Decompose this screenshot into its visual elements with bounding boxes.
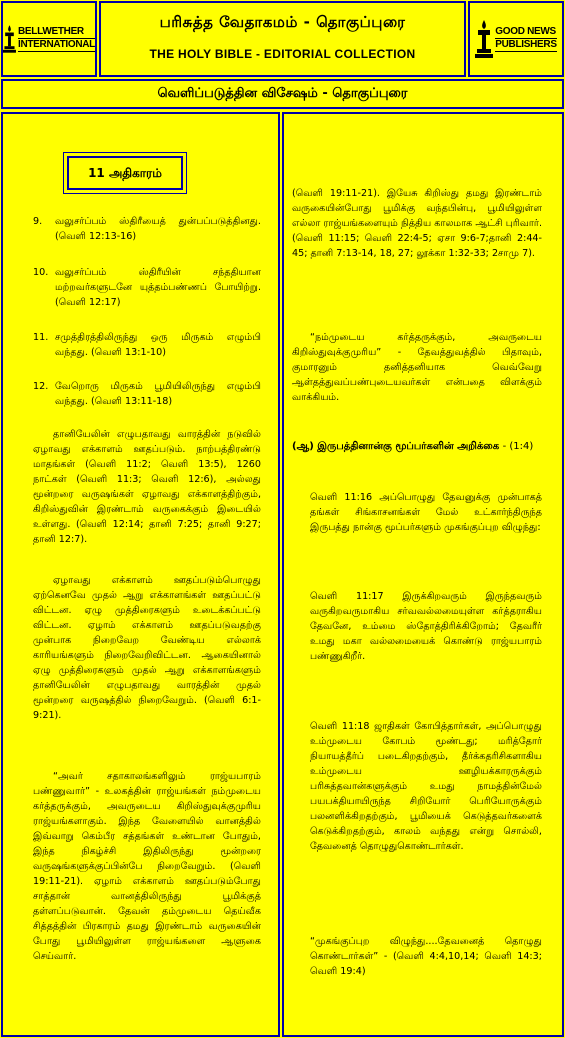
- left-logo-line2: INTERNATIONAL: [17, 39, 95, 50]
- title-english: THE HOLY BIBLE - EDITORIAL COLLECTION: [149, 47, 416, 61]
- paragraph: ஏழாவது எக்காளம் ஊதப்படும்பொழுது ஏற்கெனவே முதல் ஆறு எக்காளங்கள் ஊதப்பட்டு விட்டன. ஏழு முத்திரைகளும் உடைக்கப்பட்டு விட்டன. ஏழாம் எக்காளம் ஊதப்படுவதற்கு முன்பாக நிறைவேற வேண்டிய எல்லாக் காரியங்களும் நிறைவேறிவிட்டன. ஆகையினால் ஏழு முத்திரைகளும் முதல் ஆறு எக்காளங்களும் தானியேலின் எழுபதாவது வாரத்தின் முதல் மூன்றரை வருஷத்தில் நிறைவேறும். (வெளி 6:1-9:21).: [33, 575, 261, 721]
- lamp-icon: [475, 18, 493, 60]
- section-heading-ref: - (1:4): [502, 441, 534, 452]
- right-logo-line1: GOOD NEWS: [495, 26, 556, 37]
- good-news-logo: [468, 1, 564, 77]
- section-heading-text: (ஆ) இருபத்தினான்கு மூப்பர்களின் அறிக்கை: [292, 441, 500, 452]
- right-logo-line2: PUBLISHERS: [495, 39, 557, 50]
- verse-paragraph: “முகங்குப்புற விழுந்து....தேவனைத் தொழுது கொண்டார்கள்” - (வெளி 4:4,10,14; வெளி 14:3; வெளி 19:4): [310, 936, 542, 977]
- list-item: [33, 265, 261, 310]
- paragraph: “நம்முடைய கர்த்தருக்கும், அவருடைய கிறிஸ்துவுக்குமுரிய” - தேவத்துவத்தில் பிதாவும், குமாரனும் தனித்தனியாக வெவ்வேறு ஆள்தத்துவப்பண்புடையவர்கள் என்பதை விளக்கும் வாக்கியம்.: [292, 332, 542, 403]
- list-item: [33, 379, 261, 409]
- list-item-text: சமுத்திரத்திலிருந்து ஒரு மிருகம் எழும்பி வந்தது. (வெளி 13:1-10): [55, 332, 261, 358]
- list-item-number: 12.: [33, 381, 49, 392]
- left-logo-line1: BELLWETHER: [18, 26, 95, 39]
- list-item: [33, 330, 261, 360]
- verse-paragraph: வெளி 11:18 ஜாதிகள் கோபித்தார்கள், அப்பொழுது உம்முடைய கோபம் மூண்டது; மரித்தோர் நியாயத்தீர்ப் படைகிறதற்கும், தீர்க்கதரிசிகளாகிய உம்முடைய ஊழியக்காரருக்கும் பரிசுத்தவான்களுக்கும் உமது நாமத்தின்மேல் பயபக்தியாயிருந்த சிறியோர் பெரியோருக்கும் பலனளிக்கிறதற்கும், பூமியைக் கெடுத்தவர்களைக் கெடுக்கிறதற்கும், காலம் வந்தது என்று சொல்லி, தேவனைத் தொழுதுகொண்டார்கள்.: [310, 721, 542, 852]
- list-item-text: வேறொரு மிருகம் பூமியிலிருந்து எழும்பி வந்தது. (வெளி 13:11-18): [55, 381, 261, 407]
- paragraph: தானியேலின் எழுபதாவது வாரத்தின் நடுவில் ஏழாவது எக்காளம் ஊதப்படும். நாற்பத்திரண்டு மாதங்கள் (வெளி 11:2; வெளி 13:5), 1260 நாட்கள் (வெளி 11:3; வெளி 12:6), அல்லது மூன்றரை வருஷங்கள் ஏழாவது எக்காளத்திற்கும், கிறிஸ்துவின் இரண்டாம் வருகைக்கும் இடையில் உள்ளது. (வெளி 12:14; தானி 7:25; தானி 9:27; தானி 12:7).: [33, 429, 261, 545]
- list-item-number: 9.: [33, 216, 43, 227]
- left-column: [1, 112, 280, 1037]
- list-item-text: வலுசர்ப்பம் ஸ்திரீயின் சந்ததியான மற்றவர்களுடனே யுத்தம்பண்ணப் போயிற்று. (வெளி 12:17): [55, 267, 261, 308]
- paragraph: (வெளி 19:11-21). இயேசு கிறிஸ்து தமது இரண்டாம் வருகையின்போது பூமிக்கு வந்தபின்பு, பூமியிலுள்ள எல்லா ராஜ்யங்களையும் நித்திய காலமாக ஆட்சி புரிவார். (வெளி 11:15; வெளி 22:4-5; ஏசா 9:6-7;தானி 2:44-45; தானி 7:13-14, 18, 27; லூக்கா 1:32-33; 2சாமு 7).: [292, 188, 542, 259]
- list-item-number: 11.: [33, 332, 49, 343]
- verse-paragraph: வெளி 11:16 அப்பொழுது தேவனுக்கு முன்பாகத் தங்கள் சிங்காசனங்கள் மேல் உட்கார்ந்திருந்த இருபத்து நான்கு மூப்பர்களும் முகங்குப்புற விழுந்து:: [310, 492, 542, 533]
- title-tamil: பரிசுத்த வேதாகமம் - தொகுப்புரை: [159, 13, 406, 31]
- title-banner: [99, 1, 466, 77]
- chapter-label: 11 அதிகாரம்: [67, 156, 183, 190]
- verse-paragraph: வெளி 11:17 இருக்கிறவரும் இருந்தவரும் வருகிறவருமாகிய சர்வவல்லமையுள்ள கர்த்தராகிய தேவனே, உம்மை ஸ்தோத்திரிக்கிறோம்; தேவரீர் உமது மகா வல்லமையைக் கொண்டு ராஜ்யபாரம் பண்ணுகிறீர்.: [310, 591, 542, 662]
- bellwether-logo: [1, 1, 97, 77]
- right-column: [282, 112, 564, 1037]
- lamp-icon: [3, 18, 16, 60]
- subtitle-banner: [1, 79, 564, 109]
- paragraph: “அவர் சதாகாலங்களிலும் ராஜ்யபாரம் பண்ணுவார்” - உலகத்தின் ராஜ்யங்கள் நம்முடைய கர்த்தருக்கும், அவருடைய கிறிஸ்துவுக்குமுரிய ராஜ்யங்களாகும். இந்த வேளையில் வானத்தில் இவ்வாறு கெம்பீர சத்தங்கள் உண்டான போதும், இந்த நிகழ்ச்சி இதிலிருந்து மூன்றரை வருஷங்களுக்குப்பின்பே நிறைவேறும். (வெளி 19:11-21). ஏழாம் எக்காளம் ஊதப்படும்போது சாத்தான் வானத்திலிருந்து பூமிக்குத் தள்ளப்படுவான். தேவன் தம்முடைய தெய்வீக சித்தத்தின் பிரகாரம் தமது இரண்டாம் வருகையின் போது பூமியிலுள்ள ராஜ்யங்களை ஆளுகை செய்வார்.: [33, 771, 261, 962]
- list-item-number: 10.: [33, 267, 49, 278]
- subtitle-tamil: வெளிப்படுத்தின விசேஷம் - தொகுப்புரை: [157, 86, 408, 101]
- section-heading: [292, 439, 542, 454]
- list-item: [33, 214, 261, 244]
- list-item-text: வலுசர்ப்பம் ஸ்திரீயைத் துன்பப்படுத்தினது. (வெளி 12:13-16): [55, 216, 261, 242]
